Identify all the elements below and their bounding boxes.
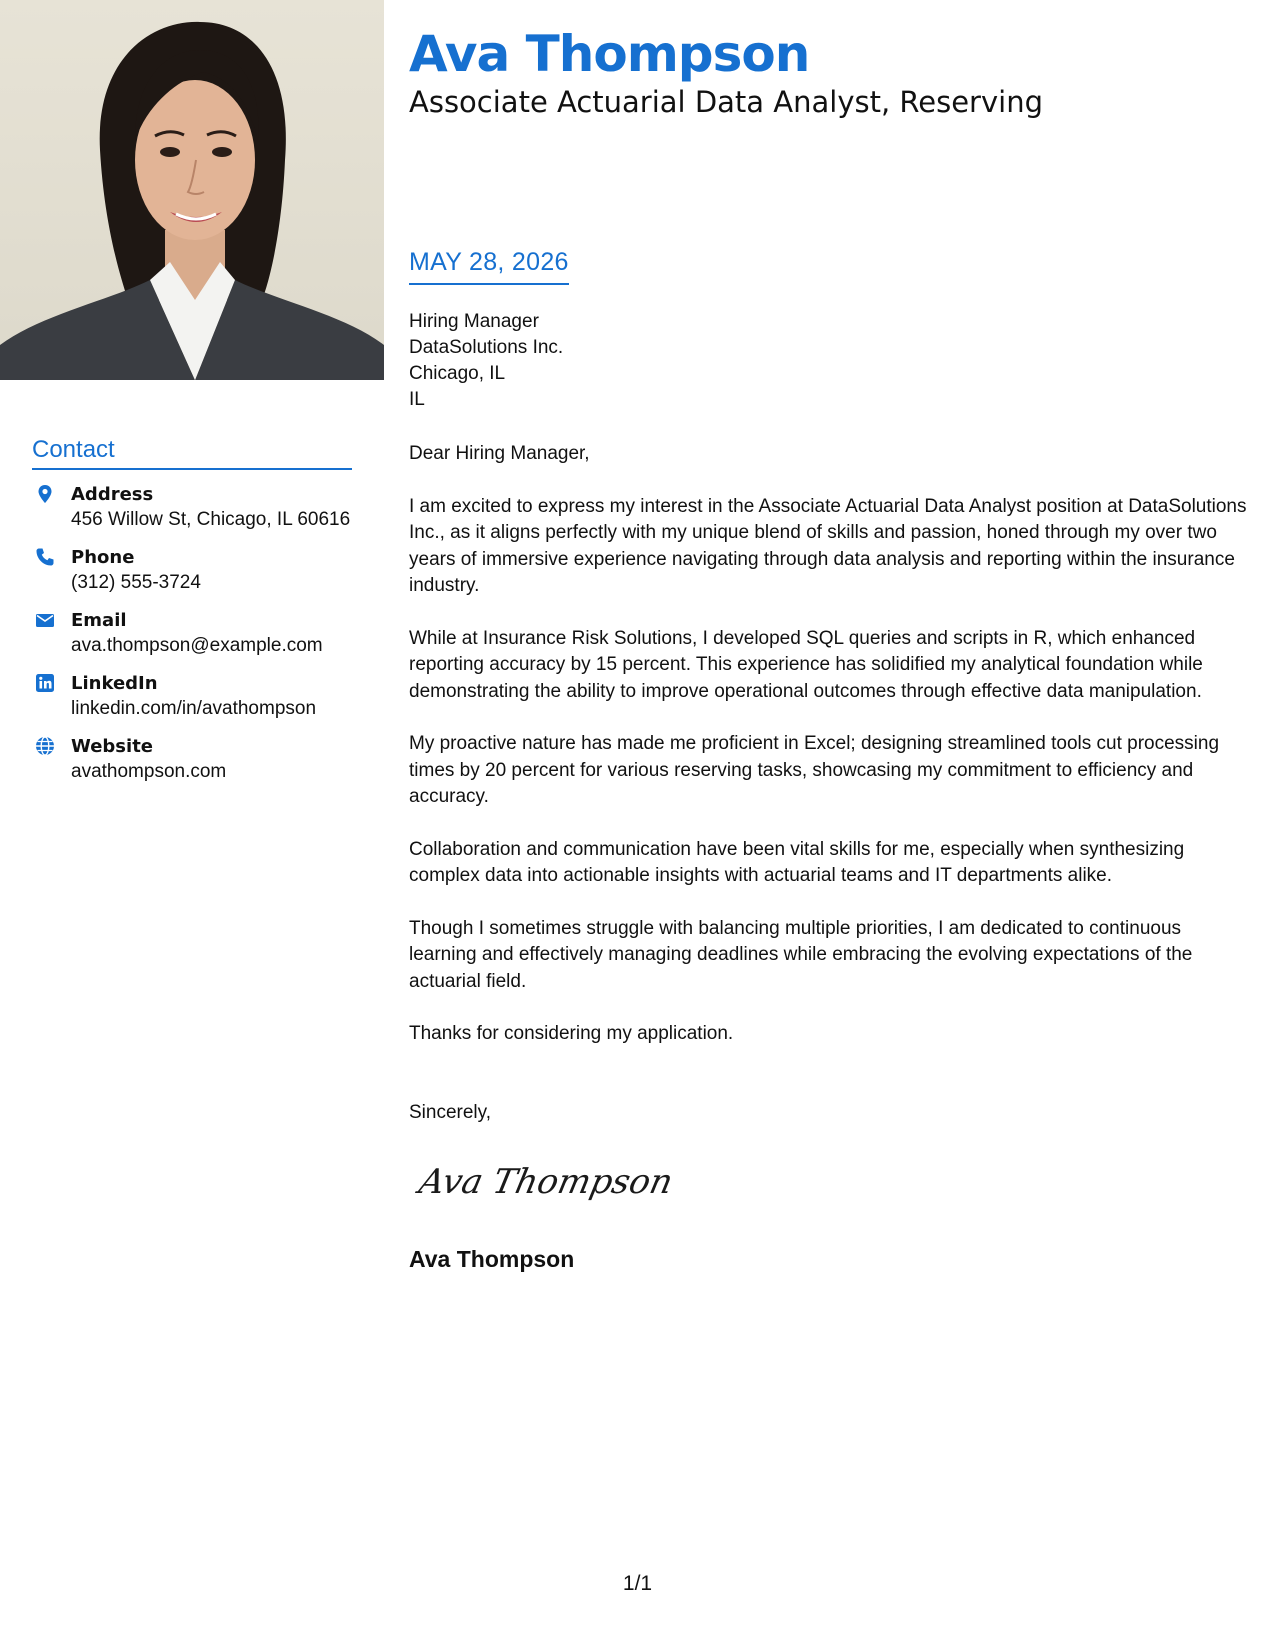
letter-date: MAY 28, 2026 [409,248,569,285]
contact-website [32,734,352,784]
linkedin-label: LinkedIn [71,673,158,694]
closing: Sincerely, [409,1102,492,1123]
recipient-line: Hiring Manager [409,311,539,332]
email-label: Email [71,610,127,631]
letter-paragraph: My proactive nature has made me proficient in Excel; designing streamlined tools cut processing times by 20 percent for various reserving tasks, showcasing my commitment to efficiency and accuracy. [409,733,1220,807]
contact-email [32,608,352,658]
contact-sidebar [32,436,352,797]
letter-paragraph: Thanks for considering my application. [409,1023,734,1044]
contact-address [32,482,352,532]
letter-paragraph: Though I sometimes struggle with balancing multiple priorities, I am dedicated to continuous learning and effectively managing deadlines while embracing the evolving expectations of the actuarial field. [409,917,1193,992]
address-value: 456 Willow St, Chicago, IL 60616 [71,509,351,530]
contact-linkedin [32,671,352,721]
email-value[interactable]: ava.thompson@example.com [71,635,323,656]
signed-name: Ava Thompson [409,1246,575,1272]
letter-paragraph: Collaboration and communication have been vital skills for me, especially when synthesizing complex data into actionable insights with actuarial teams and IT departments alike. [409,838,1185,886]
phone-icon [35,547,55,567]
salutation: Dear Hiring Manager, [409,443,590,464]
recipient-line: IL [409,389,425,410]
phone-label: Phone [71,547,135,568]
profile-photo [0,0,384,380]
page-number: 1/1 [622,1572,653,1595]
letter-paragraph: I am excited to express my interest in the Associate Actuarial Data Analyst position at DataSolutions Inc., as it aligns perfectly with my unique blend of skills and passion, honed through my over two years of immersive experience navigating through data analysis and reporting within the insurance industry. [409,495,1247,596]
recipient-line: DataSolutions Inc. [409,337,564,358]
website-label: Website [71,736,154,757]
address-label: Address [71,484,154,505]
globe-icon [35,736,55,756]
envelope-icon [35,610,55,630]
recipient-line: Chicago, IL [409,363,506,384]
linkedin-icon [35,673,55,693]
linkedin-value[interactable]: linkedin.com/in/avathompson [71,698,317,719]
contact-heading: Contact [32,436,352,470]
letter-body [409,441,1249,1074]
job-title: Associate Actuarial Data Analyst, Reserving [409,85,1043,119]
map-pin-icon [35,484,55,504]
phone-value[interactable]: (312) 555-3724 [71,572,201,593]
signature-image [415,1153,677,1214]
applicant-name: Ava Thompson [409,25,810,83]
website-value[interactable]: avathompson.com [71,761,227,782]
signature-text: Ava Thompson [415,1162,677,1202]
recipient-block [409,309,563,413]
contact-phone [32,545,352,595]
letter-paragraph: While at Insurance Risk Solutions, I developed SQL queries and scripts in R, which enhanced reporting accuracy by 15 percent. This experience has solidified my analytical foundation while demonstrating the ability to improve operational outcomes through effective data manipulation. [409,627,1203,702]
